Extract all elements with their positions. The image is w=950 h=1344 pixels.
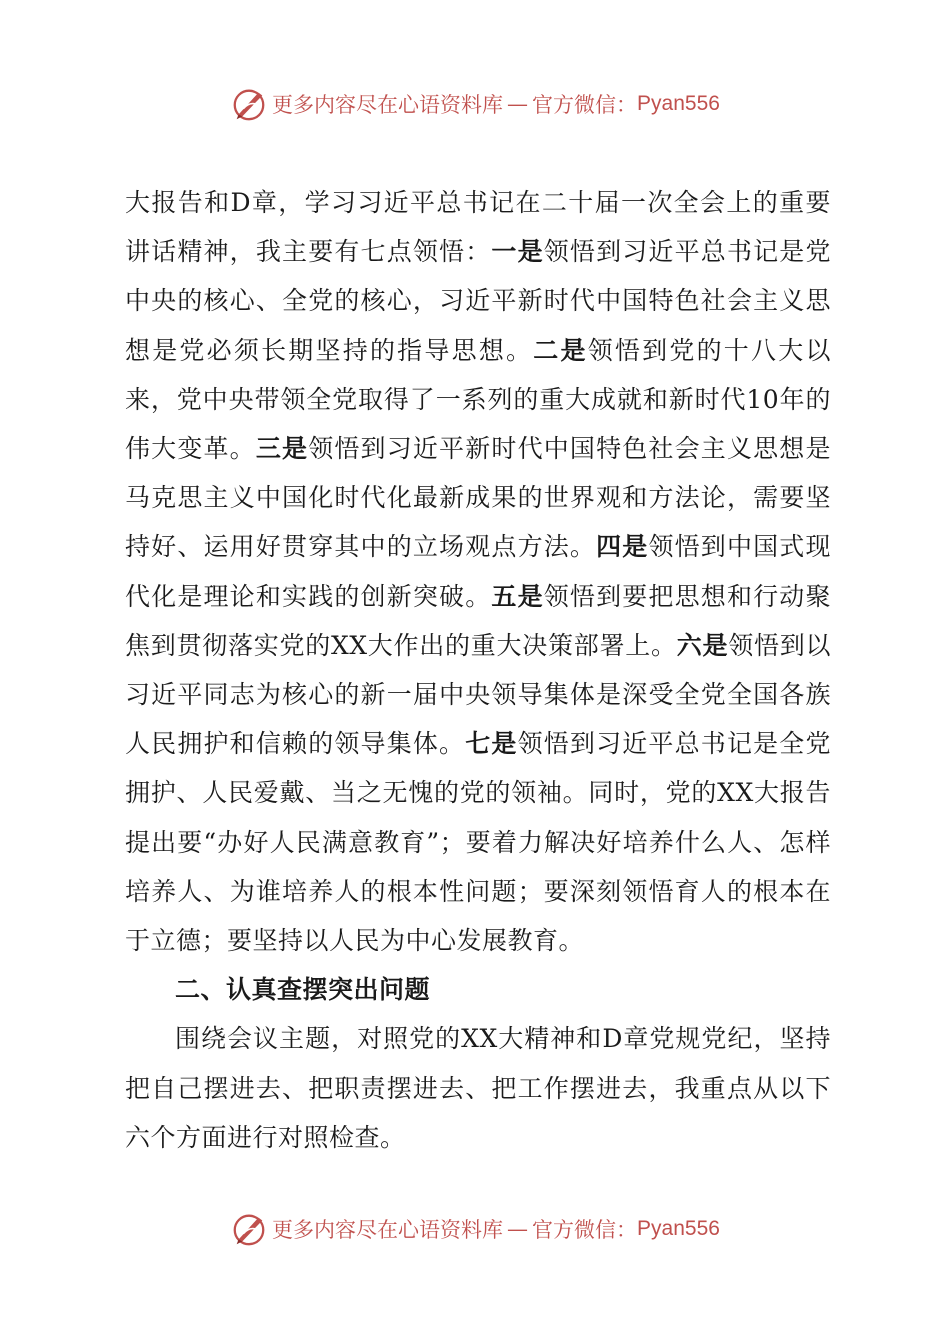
watermark-separator: — — [507, 1217, 529, 1241]
watermark-wechat-label: 官方微信： — [532, 93, 638, 117]
pen-logo-icon — [230, 1210, 268, 1248]
watermark-text: 更多内容尽在心语资料库 — [272, 1218, 504, 1242]
point-label: 七是 — [465, 729, 518, 759]
watermark-wechat-id: Pyan556 — [637, 1217, 720, 1240]
point-text: 领悟到习近平总书记是全党拥护、人民爱戴、当之无愧的党的领袖。 — [125, 729, 831, 808]
footer-watermark — [0, 1207, 950, 1251]
point-label: 二是 — [533, 335, 588, 365]
point-text: 领悟到要把思想和行动聚焦到贯彻落实党的XX大作出的重大决策部署上。 — [125, 581, 831, 660]
point-label: 六是 — [676, 630, 729, 660]
paragraph-study-insights — [125, 178, 831, 965]
watermark-wechat-label: 官方微信： — [532, 1218, 638, 1242]
document-body — [125, 178, 831, 1162]
pen-logo-icon — [230, 85, 268, 123]
point-text: 领悟到以习近平同志为核心的新一届中央领导集体是深受全党全国各族人民拥护和信赖的领导集体。 — [125, 630, 831, 759]
point-text: 领悟到习近平新时代中国特色社会主义思想是马克思主义中国化时代化最新成果的世界观和方法论，需要坚持好、运用好贯穿其中的立场观点方法。 — [125, 434, 831, 562]
header-watermark — [0, 82, 950, 126]
paragraph-outro: 同时，党的XX大报告提出要“办好人民满意教育”；要着力解决好培养什么人、怎样培养人、为谁培养人的根本性问题；要深刻领悟育人的根本在于立德；要坚持以人民为中心发展教育。 — [125, 778, 831, 956]
watermark-text: 更多内容尽在心语资料库 — [272, 93, 504, 117]
watermark-wechat-id: Pyan556 — [637, 92, 720, 115]
section-body: 围绕会议主题，对照党的XX大精神和D章党规党纪，坚持把自己摆进去、把职责摆进去、把工作摆进去，我重点从以下六个方面进行对照检查。 — [125, 1024, 831, 1152]
point-text: 领悟到党的十八大以来，党中央带领全党取得了一系列的重大成就和新时代10年的伟大变革。 — [125, 335, 831, 464]
section-heading: 二、认真查摆突出问题 — [175, 975, 431, 1005]
paragraph-intro: 大报告和D章，学习习近平总书记在二十届一次全会上的重要讲话精神，我主要有七点领悟： — [125, 188, 831, 267]
point-text: 领悟到中国式现代化是理论和实践的创新突破。 — [125, 532, 831, 611]
point-label: 三是 — [255, 434, 309, 464]
point-text: 领悟到习近平总书记是党中央的核心、全党的核心，习近平新时代中国特色社会主义思想是党必须长期坚持的指导思想。 — [125, 237, 831, 365]
point-label: 五是 — [491, 581, 544, 611]
point-label: 四是 — [596, 532, 649, 562]
point-label: 一是 — [491, 237, 544, 267]
watermark-separator: — — [507, 92, 529, 116]
